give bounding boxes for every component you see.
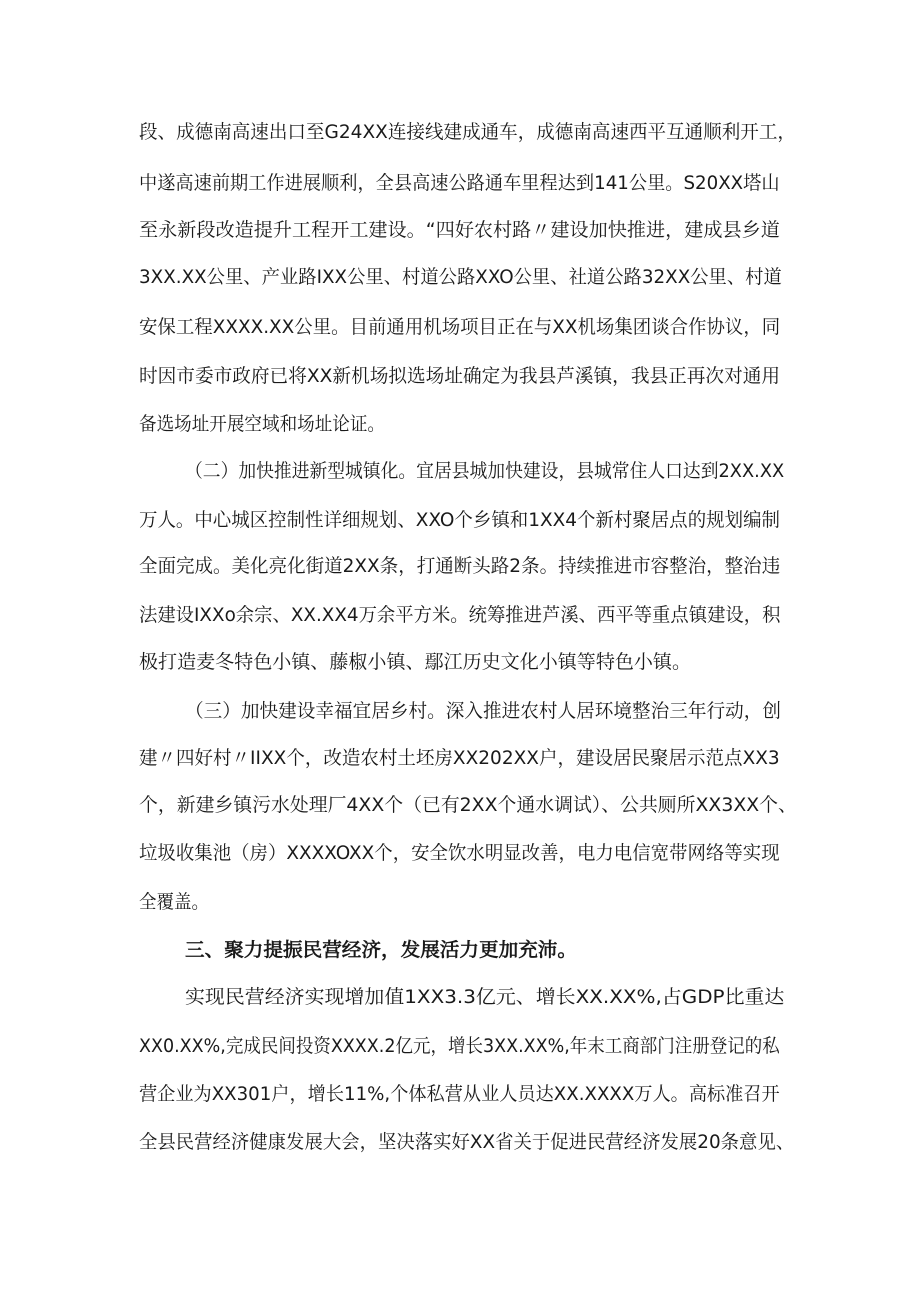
paragraph-line: XX0.XX%,完成民间投资XXXX.2亿元，增长3XX.XX%,年末工商部门注册登记的私 [139,1035,780,1057]
paragraph-line: 垃圾收集池（房）XXXXOXX个，安全饮水明显改善，电力电信宽带网络等实现 [139,842,780,864]
paragraph-line: 法建设IXXo余宗、XX.XX4万余平方米。统筹推进芦溪、西平等重点镇建设，积 [139,604,781,626]
paragraph-line: 3XX.XX公里、产业路IXX公里、村道公路XXO公里、社道公路32XX公里、村道 [139,266,782,288]
paragraph-line: 中遂高速前期工作进展顺利，全县高速公路通车里程达到141公里。S20XX塔山 [139,172,780,194]
paragraph-line: 安保工程XXXX.XX公里。目前通用机场项目正在与XX机场集团谈合作协议，同 [139,316,781,338]
paragraph-line: 营企业为XX301户，增长11%,个体私营从业人员达XX.XXXX万人。高标准召开 [139,1083,780,1105]
paragraph-line: 建〃四好村〃IIXX个，改造农村土坯房XX202XX户，建设居民聚居示范点XX3 [139,747,780,769]
paragraph-line: 万人。中心城区控制性详细规划、XXO个乡镇和1XX4个新村聚居点的规划编制 [139,509,780,531]
chapter-heading: 三、聚力提振民营经济，发展活力更加充沛。 [185,939,578,961]
paragraph-line: 全县民营经济健康发展大会，坚决落实好XX省关于促进民营经济发展20条意见、 [139,1131,795,1153]
paragraph-line: 实现民营经济实现增加值1XX3.3亿元、增长XX.XX%,占GDP比重达 [185,986,785,1008]
paragraph-line: 极打造麦冬特色小镇、藤椒小镇、鄢江历史文化小镇等特色小镇。 [139,651,692,673]
paragraph-line: 全面完成。美化亮化街道2XX条，打通断头路2条。持续推进市容整治，整治违 [139,555,781,577]
paragraph-line: 个，新建乡镇污水处理厂4XX个（已有2XX个通水调试）、公共厕所XX3XX个、 [139,794,797,816]
paragraph-line: 至永新段改造提升工程开工建设。“四好农村路〃建设加快推进，建成县乡道 [139,219,780,241]
paragraph-line: 备选场址开展空域和场址论证。 [139,413,386,435]
paragraph-line: 全覆盖。 [139,891,210,913]
paragraph-line: 时因市委市政府已将XX新机场拟选场址确定为我县芦溪镇，我县正再次对通用 [139,365,781,387]
section-heading-line: （三）加快建设幸福宜居乡村。深入推进农村人居环境整治三年行动，创 [185,700,782,722]
paragraph-line: 段、成德南高速出口至G24XX连接线建成通车，成德南高速西平互通顺利开工， [139,121,796,143]
section-heading-line: （二）加快推进新型城镇化。宜居县城加快建设，县城常住人口达到2XX.XX [185,460,785,482]
